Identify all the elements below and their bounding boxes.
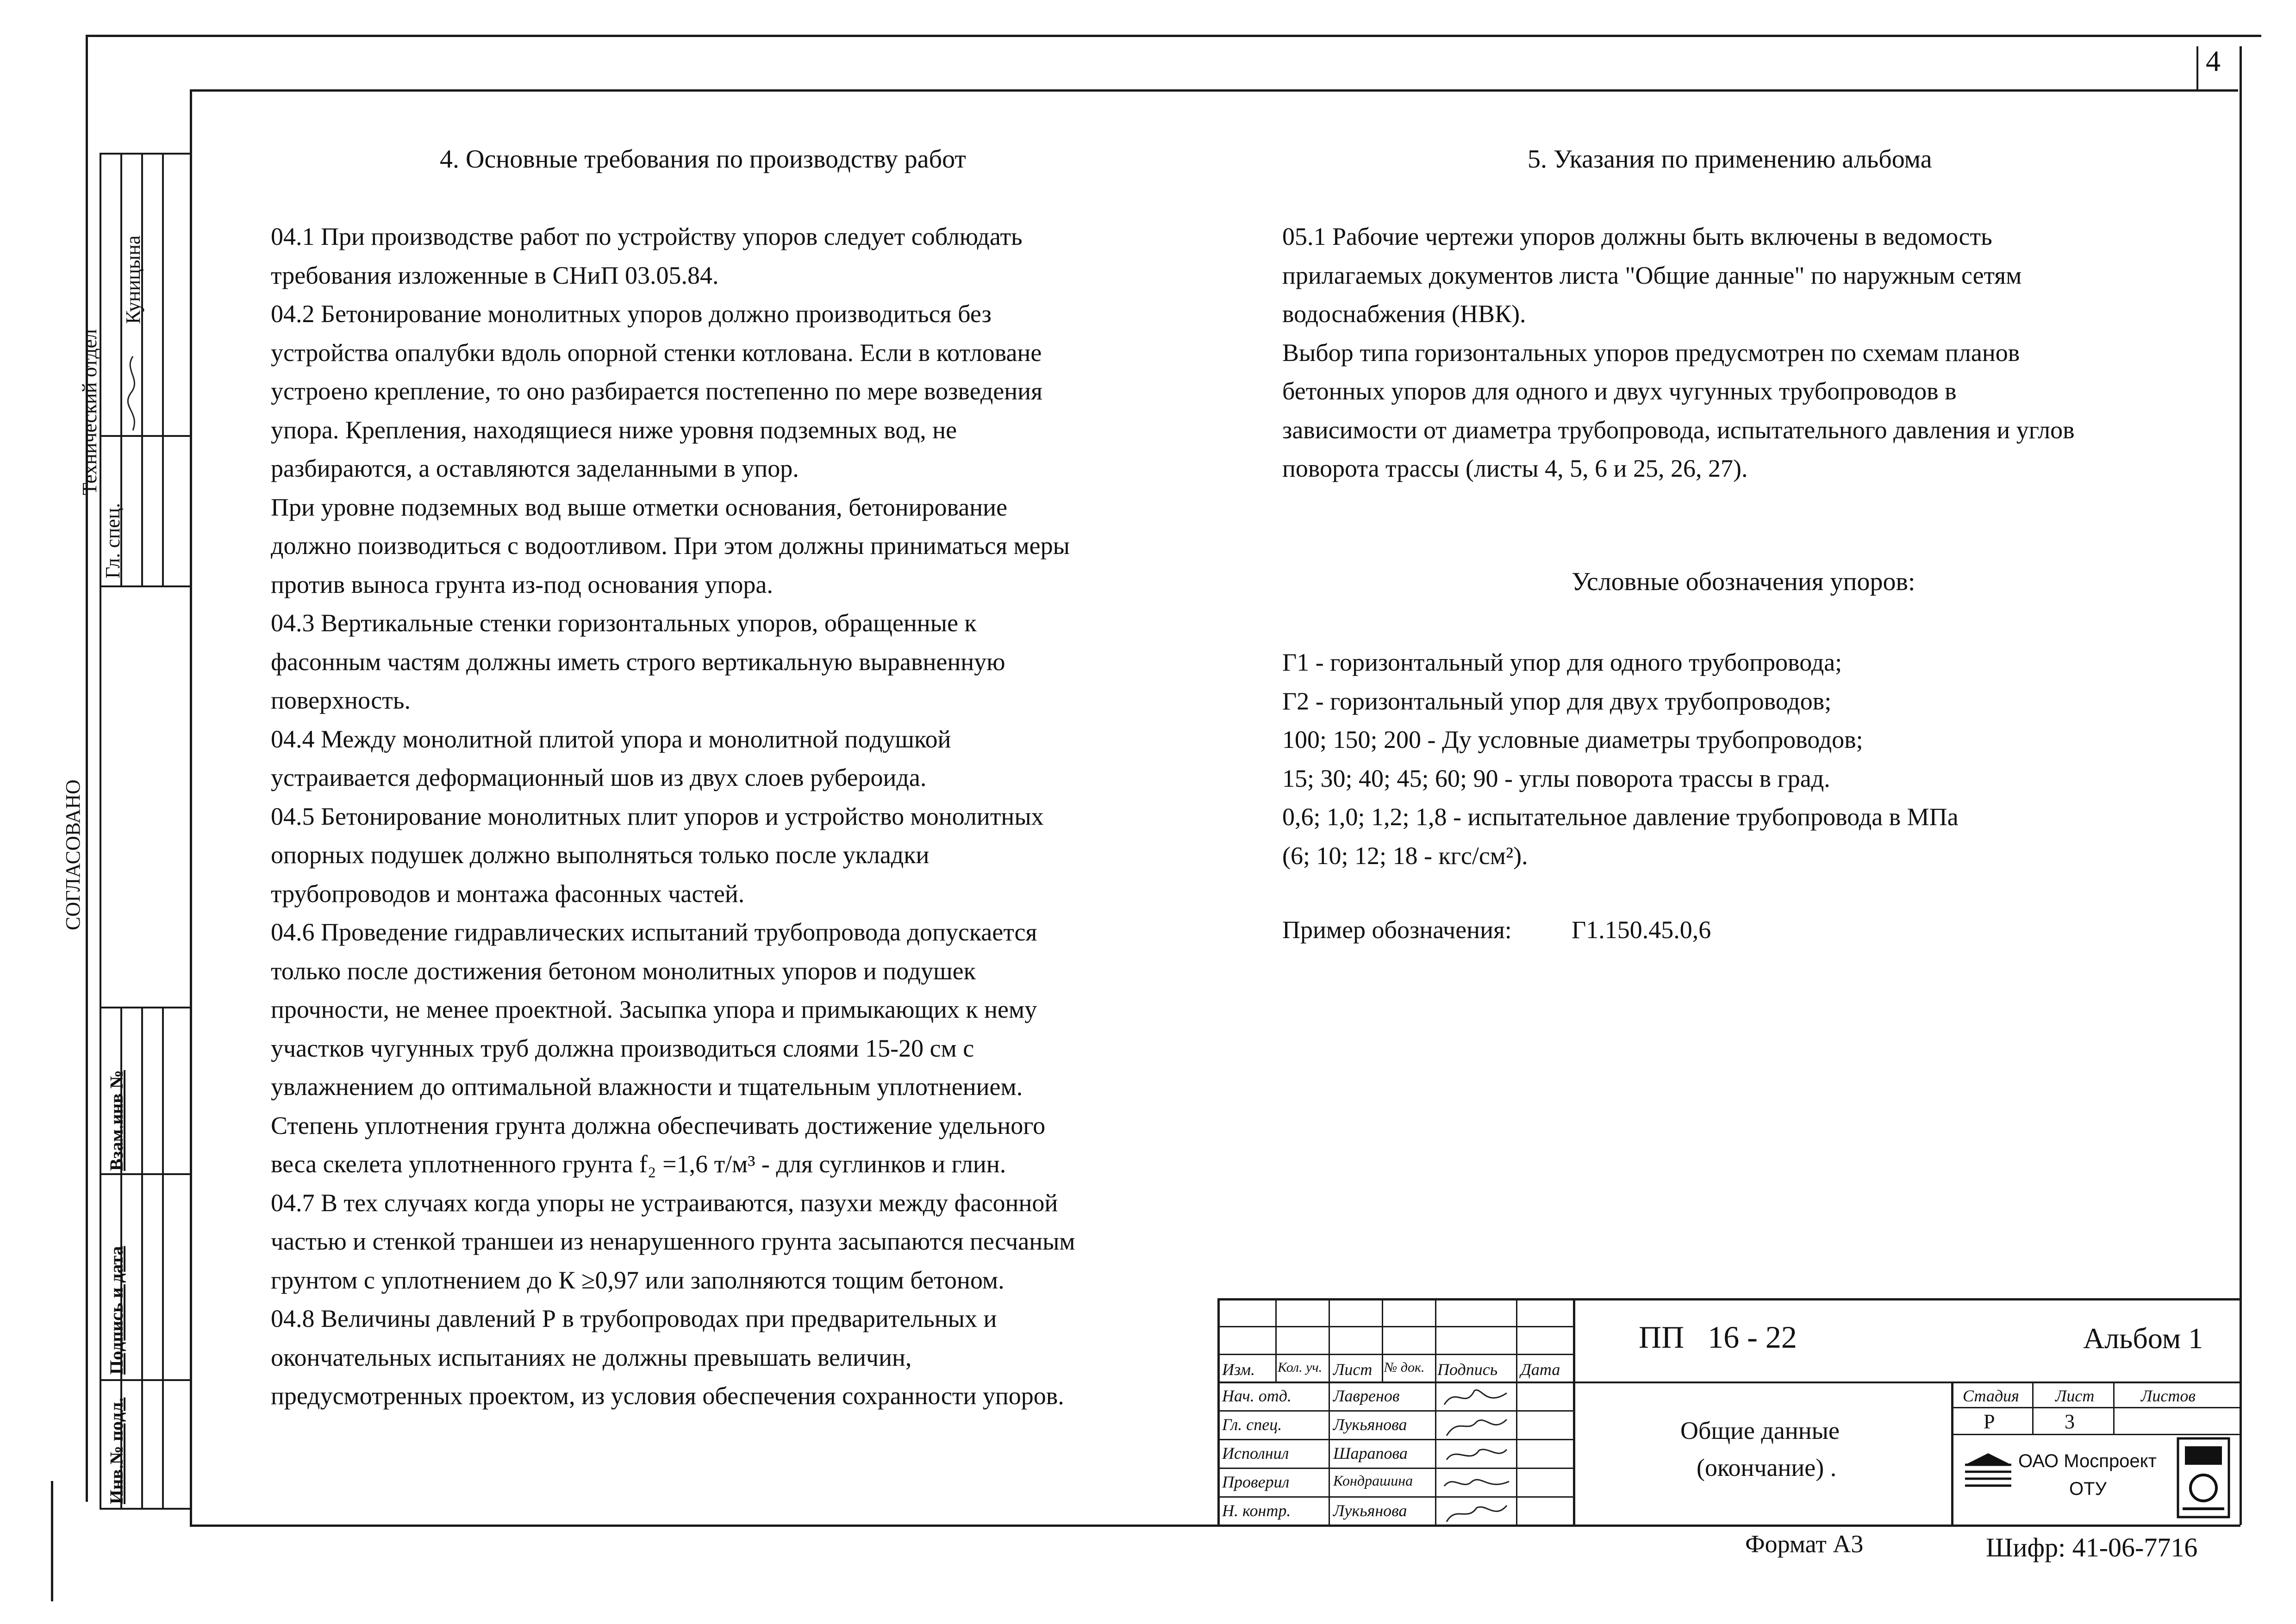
tb-grid-row-1 <box>1217 1326 1574 1327</box>
section4-line: 04.4 Между монолитной плитой упора и монолитной подушкой <box>271 725 951 753</box>
section5-line: зависимости от диаметра трубопровода, испытательного давления и углов <box>1282 416 2075 444</box>
section5-line: 05.1 Рабочие чертежи упоров должны быть включены в ведомость <box>1282 223 1992 250</box>
legend-title: Условные обозначения упоров: <box>1572 567 1915 596</box>
tb-header-sheet: Лист <box>1333 1360 1373 1379</box>
section5-line: Выбор типа горизонтальных упоров предусмотрен по схемам планов <box>1282 338 2020 367</box>
tb-stage-value: Р <box>1984 1410 1995 1433</box>
section4-line: 04.3 Вертикальные стенки горизонтальных упоров, обращенные к <box>271 609 977 637</box>
section4-line: 04.2 Бетонирование монолитных упоров должно производиться без <box>271 300 992 328</box>
signature-4 <box>1442 1470 1511 1497</box>
section4-line: 04.5 Бетонирование монолитных плит упоров и устройство монолитных <box>271 802 1044 830</box>
section4-line: При уровне подземных вод выше отметки основания, бетонирование <box>271 493 1008 521</box>
section4-line: устраивается деформационный шов из двух слоев рубероида. <box>271 764 927 791</box>
tb-org-2: ОТУ <box>2069 1479 2107 1499</box>
section4-line: 04.6 Проведение гидравлических испытаний трубопровода допускается <box>271 918 1037 946</box>
tb-name-2: Лукьянова <box>1333 1415 1407 1434</box>
page-number: 4 <box>2206 44 2221 77</box>
section5-line: прилагаемых документов листа "Общие данные" по наружным сетям <box>1282 261 2022 289</box>
footer-format: Формат А3 <box>1745 1530 1864 1558</box>
tb-grid-col-1 <box>1275 1298 1277 1381</box>
signature-1 <box>1442 1384 1511 1411</box>
section5-line: водоснабжения (НВК). <box>1282 300 1526 328</box>
qa-stamp-icon <box>2173 1435 2234 1520</box>
tb-header-date: Дата <box>1521 1360 1560 1379</box>
tb-center-divider <box>1573 1298 1575 1525</box>
tb-right-divider <box>1951 1381 1953 1525</box>
tb-sheets-label: Листов <box>2141 1387 2196 1405</box>
example-label: Пример обозначения: <box>1282 916 1512 944</box>
tb-stage-label: Стадия <box>1963 1387 2019 1405</box>
tb-stage-bottom <box>1951 1407 2240 1408</box>
section4-line: фасонным частям должны иметь строго вертикальную выравненную <box>271 647 1005 676</box>
section4-line: поверхность. <box>271 686 411 714</box>
section4-line: устроено крепление, то оно разбирается постепенно по мере возведения <box>271 377 1042 405</box>
signature-3 <box>1442 1441 1511 1468</box>
section4-line: трубопроводов и монтажа фасонных частей. <box>271 879 745 908</box>
page-number-box-left <box>2196 46 2198 90</box>
margin-row-6 <box>100 1379 190 1381</box>
section4-line: окончательных испытаниях не должны превышать величин, <box>271 1343 912 1371</box>
tb-grid-row-6 <box>1217 1468 1574 1469</box>
tb-role-3: Исполнил <box>1222 1444 1289 1462</box>
tb-grid-col-2 <box>1329 1298 1330 1525</box>
section4-line: грунтом с уплотнением до К ≥0,97 или заполняются тощим бетоном. <box>271 1266 1004 1294</box>
margin-row-5 <box>100 1173 190 1175</box>
footer-cipher: Шифр: 41-06-7716 <box>1986 1532 2198 1562</box>
tb-grid-row-2 <box>1217 1354 1574 1355</box>
section4-line: увлажнением до оптимальной влажности и тщательным уплотнением. <box>271 1073 1023 1101</box>
tb-stage-col-2 <box>2113 1381 2115 1434</box>
signature-2 <box>1442 1412 1511 1439</box>
legend-line: 100; 150; 200 - Ду условные диаметры трубопроводов; <box>1282 726 1863 753</box>
margin-bottom-col-2 <box>141 1007 143 1509</box>
tb-grid-row-5 <box>1217 1439 1574 1440</box>
margin-row-3 <box>100 585 190 587</box>
section4-line: опорных подушек должно выполняться только после укладки <box>271 841 930 869</box>
section4-line: предусмотренных проектом, из условия обеспечения сохранности упоров. <box>271 1382 1064 1410</box>
legend-line: Г1 - горизонтальный упор для одного трубопровода; <box>1282 648 1842 676</box>
margin-approval: СОГЛАСОВАНО <box>62 779 84 930</box>
tb-role-1: Нач. отд. <box>1222 1387 1292 1405</box>
section4-line: 04.1 При производстве работ по устройству упоров следует соблюдать <box>271 223 1023 250</box>
section4-line: должно поизводиться с водоотливом. При этом должны приниматься меры <box>271 532 1070 560</box>
tb-name-3: Шарапова <box>1333 1444 1408 1462</box>
tb-org-1: ОАО Моспроект <box>2018 1451 2157 1471</box>
margin-col-line-4 <box>162 153 164 585</box>
section4-line: прочности, не менее проектной. Засыпка упора и примыкающих к нему <box>271 996 1037 1023</box>
margin-field-inv-replace: Взам.инв № <box>106 1070 127 1171</box>
margin-row-2 <box>100 435 190 437</box>
tb-grid-row-7 <box>1217 1496 1574 1498</box>
legend-line: (6; 10; 12; 18 - кгс/см²). <box>1282 841 1528 870</box>
tb-role-4: Проверил <box>1222 1473 1290 1491</box>
section4-line: устройства опалубки вдоль опорной стенки котлована. Если в котловане <box>271 338 1042 367</box>
margin-row-4 <box>100 1007 190 1008</box>
org-logo-icon <box>1963 1451 2014 1493</box>
inner-frame-bottom <box>190 1524 2240 1527</box>
signature-5 <box>1442 1499 1511 1525</box>
tb-code: ПП 16 - 22 <box>1639 1319 1797 1355</box>
legend-line: 0,6; 1,0; 1,2; 1,8 - испытательное давление трубопровода в МПа <box>1282 803 1959 831</box>
tb-code-bottom <box>1573 1381 2240 1383</box>
margin-person: Куницына <box>122 235 144 324</box>
section4-line: Степень уплотнения грунта должна обеспечивать достижение удельного <box>271 1111 1046 1139</box>
tb-grid-row-4 <box>1217 1410 1574 1412</box>
tb-doc-title-1: Общие данные <box>1680 1417 1840 1444</box>
example-value: Г1.150.45.0,6 <box>1572 916 1711 944</box>
margin-bottom-col-3 <box>162 1007 164 1509</box>
tb-name-4: Кондрашина <box>1333 1472 1413 1489</box>
section4-line: веса скелета уплотненного грунта f₂ =1,6 т/м³ - для суглинков и глин. <box>271 1150 1006 1178</box>
tb-header-docno: № док. <box>1384 1360 1425 1375</box>
section4-line: 04.8 Величины давлений Р в трубопроводах при предварительных и <box>271 1305 997 1332</box>
tb-name-5: Лукьянова <box>1333 1501 1407 1520</box>
margin-position: Гл. спец. <box>101 503 124 579</box>
tb-sheet-label: Лист <box>2055 1387 2095 1405</box>
section4-line: 04.7 В тех случаях когда упоры не устраиваются, пазухи между фасонной <box>271 1188 1058 1217</box>
margin-row-bottom <box>100 1508 190 1510</box>
tb-sheet-value: 3 <box>2065 1410 2075 1433</box>
tb-grid-col-5 <box>1516 1298 1517 1525</box>
tb-role-5: Н. контр. <box>1222 1501 1291 1520</box>
section4-line: разбираются, а оставляются заделанными в упор. <box>271 454 799 482</box>
margin-signature <box>121 352 144 435</box>
tb-role-2: Гл. спец. <box>1222 1415 1282 1434</box>
section5-line: бетонных упоров для одного и двух чугунных трубопроводов в <box>1282 377 1957 405</box>
tb-header-change: Изм. <box>1222 1360 1255 1379</box>
inner-frame-top <box>190 89 2238 92</box>
section4-line: только после достижения бетоном монолитных упоров и подушек <box>271 957 976 985</box>
tb-grid-col-3 <box>1382 1298 1383 1381</box>
section4-line: частью и стенкой траншеи из ненарушенного грунта засыпаются песчаным <box>271 1227 1075 1255</box>
tb-left <box>1217 1298 1220 1525</box>
binding-line <box>51 1481 53 1601</box>
tb-header-signature: Подпись <box>1437 1360 1498 1379</box>
section5-body <box>1282 218 2075 488</box>
tb-top <box>1217 1298 2240 1300</box>
tb-name-1: Лавренов <box>1333 1387 1400 1405</box>
margin-department: Технический отдел <box>78 329 101 495</box>
tb-stage-col-1 <box>2032 1381 2034 1434</box>
inner-frame-right <box>2240 46 2242 1525</box>
section4-line: упора. Крепления, находящиеся ниже уровня подземных вод, не <box>271 416 957 444</box>
section4-line: против выноса грунта из-под основания упора. <box>271 570 773 598</box>
section4-line: требования изложенные в СНиП 03.05.84. <box>271 261 719 289</box>
outer-frame-top <box>86 35 2261 37</box>
section4-line: участков чугунных труб должна производиться слоями 15-20 см с <box>271 1034 974 1062</box>
tb-grid-col-4 <box>1435 1298 1436 1525</box>
tb-album: Альбом 1 <box>2083 1322 2203 1355</box>
outer-frame-left <box>86 35 88 1502</box>
margin-row-top <box>100 153 190 155</box>
section5-line: поворота трассы (листы 4, 5, 6 и 25, 26, 27). <box>1282 454 1748 482</box>
inner-frame-left <box>190 89 192 1526</box>
legend-list <box>1282 643 1959 875</box>
legend-line: Г2 - горизонтальный упор для двух трубопроводов; <box>1282 687 1832 715</box>
legend-line: 15; 30; 40; 45; 60; 90 - углы поворота трассы в град. <box>1282 764 1830 792</box>
section4-heading: 4. Основные требования по производству работ <box>440 145 966 174</box>
section4-body <box>271 218 1075 1416</box>
margin-field-inv-original: Инв.№ подл. <box>106 1397 127 1504</box>
tb-grid-row-3 <box>1217 1381 1574 1383</box>
margin-field-signature-date: Подпись и дата <box>106 1246 127 1375</box>
tb-header-count: Кол. уч. <box>1278 1360 1323 1375</box>
tb-doc-title-2: (окончание) . <box>1697 1454 1837 1481</box>
section5-heading: 5. Указания по применению альбома <box>1528 145 1932 174</box>
